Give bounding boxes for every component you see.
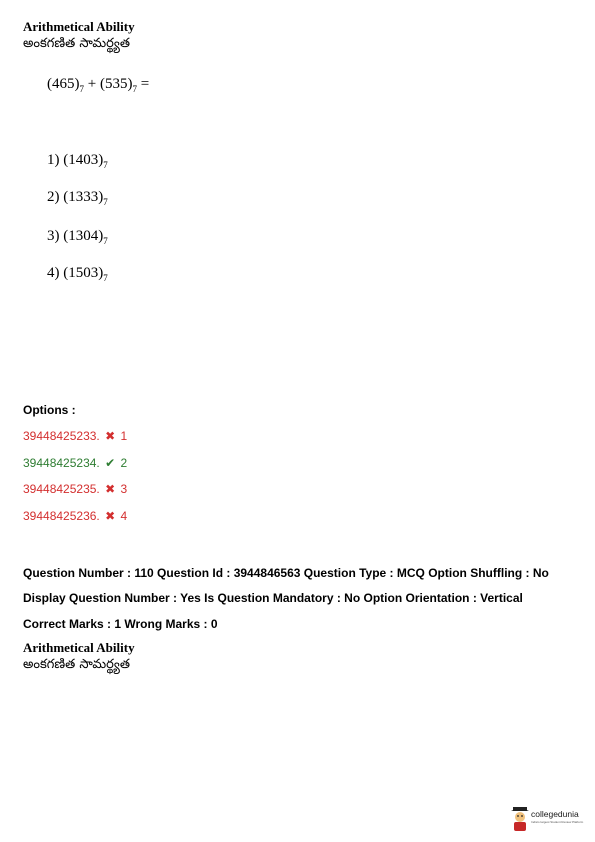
option-row-2 [23,456,127,470]
choice-number: 3) [47,228,60,244]
option-label: 1 [120,429,128,443]
operand-2-base: 7 [132,84,137,94]
option-label: 3 [120,482,128,496]
choice-value: (1403) [63,152,104,168]
collegedunia-logo [510,804,590,834]
option-row-4 [23,509,127,523]
choice-4 [47,265,108,283]
choice-number: 2) [47,189,60,205]
section-title: Arithmetical Ability [23,640,135,655]
equals-sign: = [136,76,150,92]
logo-wordmark: collegedunia [531,809,579,819]
choice-value: (1304) [63,228,104,244]
cross-icon: ✖ [105,482,116,496]
choice-base: 7 [103,197,108,207]
section-subtitle-telugu: అంకగణిత సామర్థ్యత [23,36,131,51]
question-meta-line-3: Correct Marks : 1 Wrong Marks : 0 [23,617,218,631]
cross-icon: ✖ [105,429,116,443]
option-id: 39448425235. [23,482,100,496]
logo-tagline: India's largest Student Review Platform [531,820,584,824]
operand-1-base: 7 [79,84,84,94]
operand-2: (535) [99,76,133,92]
option-label: 4 [120,509,128,523]
choice-1 [47,152,108,170]
choice-base: 7 [103,236,108,246]
choice-number: 4) [47,265,60,281]
check-icon: ✔ [105,456,116,470]
mascot-icon [510,806,530,832]
plus-sign: + [84,76,100,92]
section-subtitle-telugu: అంకగణిత సామర్థ్యత [23,657,131,672]
option-id: 39448425234. [23,456,100,470]
question-meta-line-1: Question Number : 110 Question Id : 3944846563 Question Type : MCQ Option Shuffling : No [23,566,549,580]
choice-number: 1) [47,152,60,168]
options-label: Options : [23,403,76,417]
option-row-1 [23,429,127,443]
question-equation [47,76,149,94]
option-id: 39448425233. [23,429,100,443]
choice-base: 7 [103,160,108,170]
option-label: 2 [120,456,128,470]
operand-1: (465) [47,76,80,92]
choice-3 [47,228,108,246]
option-id: 39448425236. [23,509,100,523]
choice-value: (1503) [63,265,104,281]
question-meta-line-2: Display Question Number : Yes Is Question Mandatory : No Option Orientation : Vertical [23,591,523,605]
option-row-3 [23,482,127,496]
cross-icon: ✖ [105,509,116,523]
choice-base: 7 [103,273,108,283]
section-title: Arithmetical Ability [23,19,135,34]
choice-value: (1333) [63,189,104,205]
choice-2 [47,189,108,207]
